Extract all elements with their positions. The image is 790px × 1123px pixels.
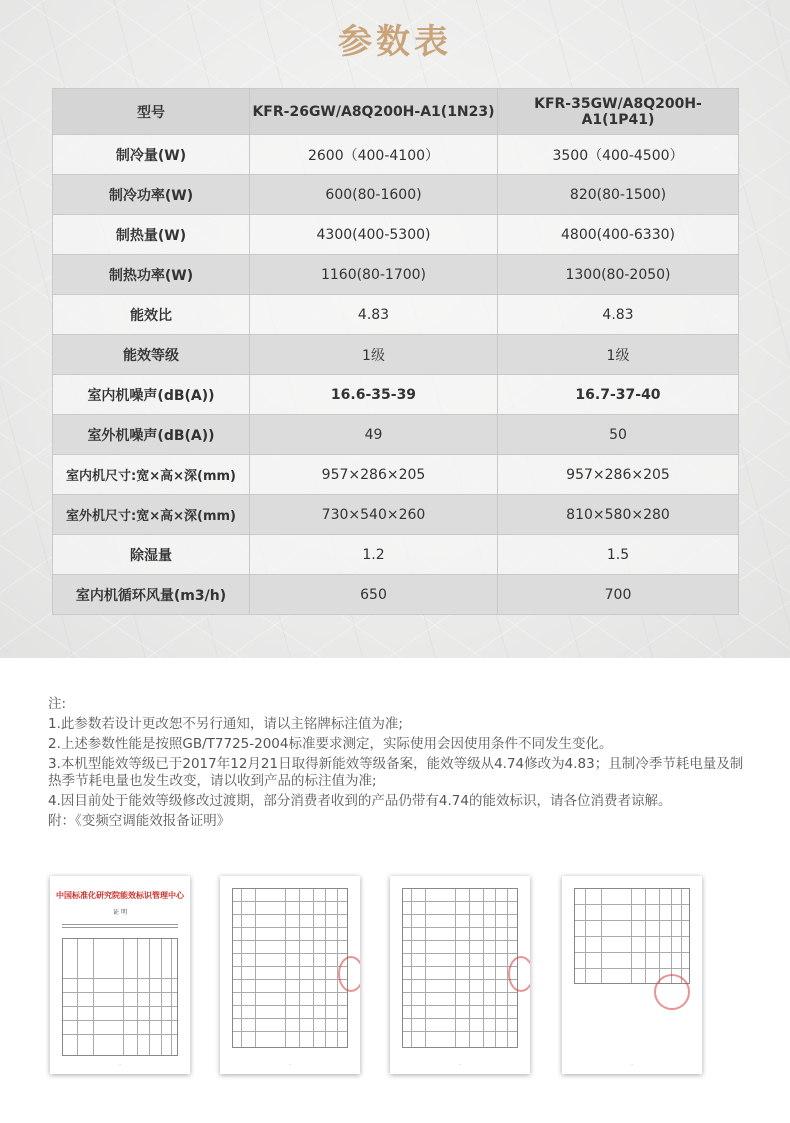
row-label: 室内机尺寸:宽×高×深(mm)	[53, 455, 250, 495]
table-row	[53, 135, 739, 175]
row-value-2: 4800(400-6330)	[498, 215, 739, 255]
attachment-note: 附：《变频空调能效报备证明》	[48, 813, 231, 829]
table-row	[53, 415, 739, 455]
seal-stamp	[508, 956, 530, 992]
row-value-1: 1160(80-1700)	[250, 255, 498, 295]
row-label: 能效比	[53, 295, 250, 335]
note-item: 4.因目前处于能效等级修改过渡期，部分消费者收到的产品仍带有4.74的能效标识，请各位消费者谅解。	[48, 793, 672, 809]
row-value-1: 2600（400-4100）	[250, 135, 498, 175]
certificate-page-3[interactable]	[390, 876, 530, 1074]
table-row	[53, 255, 739, 295]
row-label: 室内机噪声(dB(A))	[53, 375, 250, 415]
table-row	[53, 495, 739, 535]
table-row	[53, 335, 739, 375]
row-value-2: 1300(80-2050)	[498, 255, 739, 295]
certificate-thumbnails	[50, 876, 740, 1076]
notes-section	[0, 658, 790, 1123]
row-value-2: 4.83	[498, 295, 739, 335]
notes-heading: 注:	[48, 696, 67, 712]
row-label: 除湿量	[53, 535, 250, 575]
certificate-subheading: 证 明	[113, 909, 127, 916]
row-value-1: 1级	[250, 335, 498, 375]
row-label: 制热量(W)	[53, 215, 250, 255]
text-lines	[62, 924, 178, 930]
note-item: 2.上述参数性能是按照GB/T7725-2004标准要求测定，实际使用会因使用条件不同发生变化。	[48, 736, 613, 752]
page-number-mark: ·	[631, 1062, 633, 1068]
table-row	[53, 215, 739, 255]
row-value-1: 49	[250, 415, 498, 455]
row-value-2: 16.7-37-40	[498, 375, 739, 415]
row-value-1: 16.6-35-39	[250, 375, 498, 415]
row-value-2: 957×286×205	[498, 455, 739, 495]
certificate-page-2[interactable]	[220, 876, 360, 1074]
note-item: 1.此参数若设计更改恕不另行通知，请以主铭牌标注值为准;	[48, 716, 403, 732]
page-number-mark: ·	[289, 1062, 291, 1068]
note-item: 3.本机型能效等级已于2017年12月21日取得新能效等级备案，能效等级从4.74修改为4.83；且制冷季节耗电量及制热季节耗电量也发生改变，请以收到产品的标注值为准;	[48, 756, 744, 789]
table-thumbnail	[574, 888, 690, 984]
row-value-1: 4.83	[250, 295, 498, 335]
page-number-mark: ·	[459, 1062, 461, 1068]
table-row	[53, 455, 739, 495]
row-label: 室外机尺寸:宽×高×深(mm)	[53, 495, 250, 535]
row-value-2: 700	[498, 575, 739, 615]
page-title: 参数表	[338, 22, 452, 62]
header-label: 型号	[53, 89, 250, 135]
row-value-2: 810×580×280	[498, 495, 739, 535]
row-label: 制冷量(W)	[53, 135, 250, 175]
notes-block	[48, 696, 748, 833]
table-row	[53, 535, 739, 575]
row-value-1: 730×540×260	[250, 495, 498, 535]
row-value-2: 820(80-1500)	[498, 175, 739, 215]
row-value-2: 3500（400-4500）	[498, 135, 739, 175]
row-value-2: 1级	[498, 335, 739, 375]
seal-stamp	[338, 956, 360, 992]
row-label: 制热功率(W)	[53, 255, 250, 295]
table-header-row	[53, 89, 739, 135]
row-value-2: 50	[498, 415, 739, 455]
table-row	[53, 375, 739, 415]
row-label: 制冷功率(W)	[53, 175, 250, 215]
table-thumbnail	[402, 888, 518, 1048]
row-value-1: 600(80-1600)	[250, 175, 498, 215]
row-value-2: 1.5	[498, 535, 739, 575]
table-row	[53, 295, 739, 335]
page-number-mark: ·	[119, 1062, 121, 1068]
seal-stamp	[654, 974, 690, 1010]
certificate-page-1[interactable]	[50, 876, 190, 1074]
spec-table	[52, 88, 739, 615]
row-label: 能效等级	[53, 335, 250, 375]
header-model-1: KFR-26GW/A8Q200H-A1(1N23)	[250, 89, 498, 135]
certificate-heading: 中国标准化研究院能效标识管理中心	[56, 891, 184, 900]
table-thumbnail	[232, 888, 348, 1048]
header-model-2: KFR-35GW/A8Q200H-A1(1P41)	[498, 89, 739, 135]
table-row	[53, 175, 739, 215]
row-value-1: 957×286×205	[250, 455, 498, 495]
row-label: 室外机噪声(dB(A))	[53, 415, 250, 455]
row-label: 室内机循环风量(m3/h)	[53, 575, 250, 615]
certificate-page-4[interactable]	[562, 876, 702, 1074]
row-value-1: 650	[250, 575, 498, 615]
table-thumbnail	[62, 938, 178, 1056]
table-row	[53, 575, 739, 615]
row-value-1: 1.2	[250, 535, 498, 575]
row-value-1: 4300(400-5300)	[250, 215, 498, 255]
